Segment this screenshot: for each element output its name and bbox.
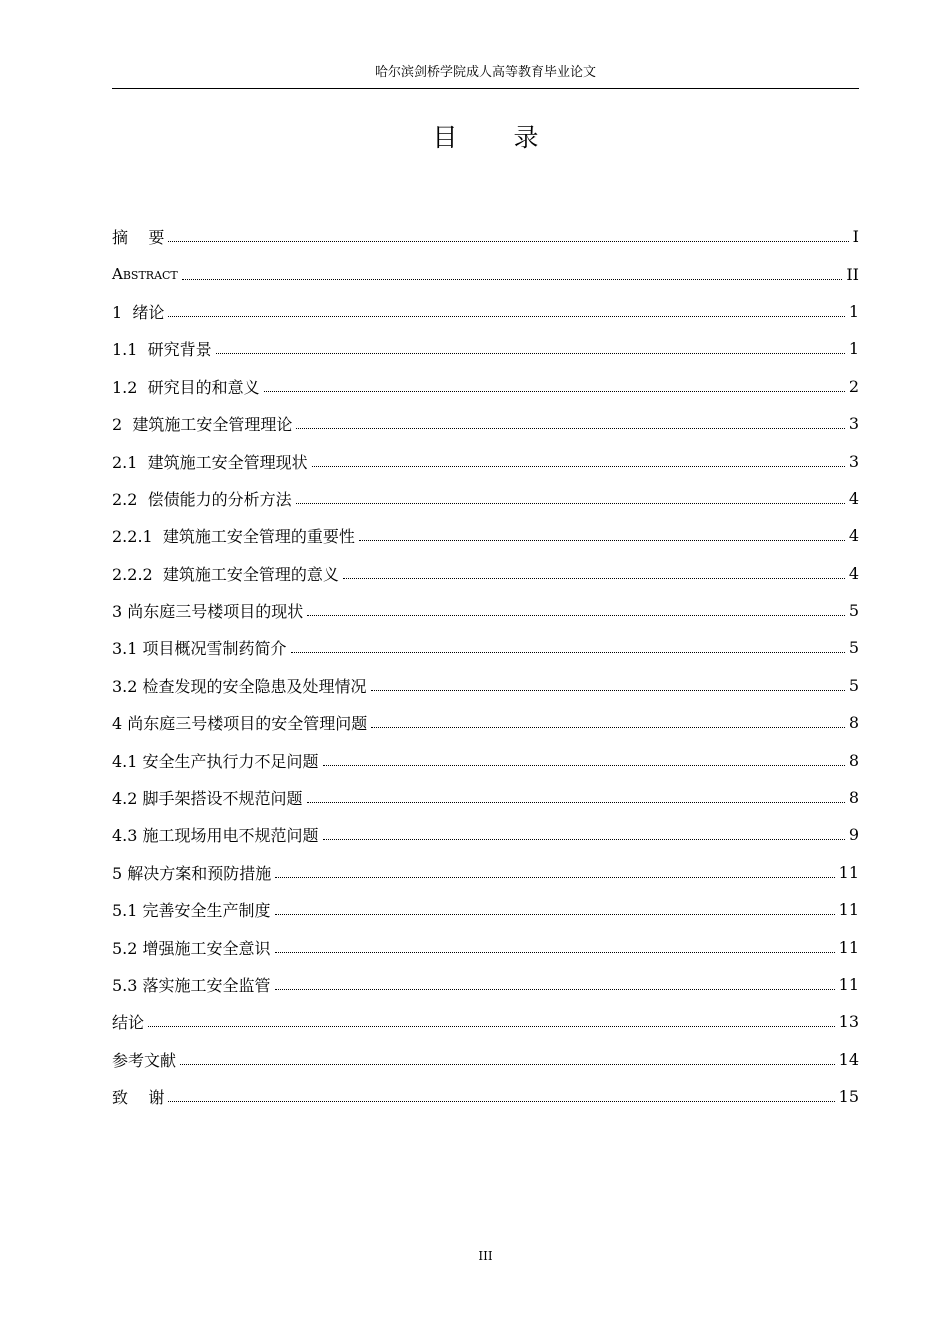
toc-entry-label: 3.1 项目概况雪制药简介: [112, 639, 287, 659]
dot-leader: [371, 711, 845, 728]
toc-entry-label: 2.1 建筑施工安全管理现状: [112, 452, 308, 472]
toc-entry-label: 5.3 落实施工安全监管: [112, 976, 271, 995]
toc-entry-ch2[interactable]: [112, 405, 859, 442]
toc-entry-2-2-2[interactable]: [112, 555, 859, 592]
toc-entry-label: 5.1 完善安全生产制度: [112, 901, 271, 921]
toc-entry-label: 5 解决方案和预防措施: [112, 863, 272, 883]
toc-entry-page: 11: [838, 900, 859, 920]
toc-entry-label: 摘 要: [112, 228, 165, 248]
dot-leader: [343, 562, 845, 579]
toc-entry-label: 4.2 脚手架搭设不规范问题: [112, 789, 303, 809]
toc-entry-page: 5: [848, 638, 859, 658]
toc-entry-ch4[interactable]: [112, 704, 859, 741]
toc-entry-2-2-1[interactable]: [112, 517, 859, 554]
dot-leader: [312, 450, 845, 467]
toc-entry-5-3[interactable]: [112, 966, 859, 1003]
toc-entry-2-1[interactable]: [112, 442, 859, 479]
dot-leader: [371, 674, 845, 691]
toc-entry-page: 8: [848, 750, 859, 770]
dot-leader: [275, 861, 834, 878]
toc-entry-4-2[interactable]: [112, 779, 859, 816]
toc-entry-page: 14: [838, 1049, 859, 1069]
dot-leader: [296, 412, 844, 429]
toc-entry-label: 4 尚东庭三号楼项目的安全管理问题: [112, 714, 368, 734]
table-of-contents: [112, 218, 859, 1115]
toc-entry-3-2[interactable]: [112, 667, 859, 704]
toc-entry-page: 5: [848, 601, 859, 621]
toc-entry-label: 2 建筑施工安全管理理论: [112, 415, 293, 435]
toc-entry-page: 4: [848, 488, 859, 508]
toc-entry-label: 5.2 增强施工安全意识: [112, 938, 271, 958]
header-rule: [112, 88, 859, 89]
toc-entry-page: 15: [838, 1087, 859, 1107]
toc-entry-conclusion[interactable]: [112, 1003, 859, 1040]
running-header: 哈尔滨剑桥学院成人高等教育毕业论文: [374, 65, 596, 80]
dot-leader: [216, 337, 845, 354]
toc-entry-ch5[interactable]: [112, 854, 859, 891]
toc-entry-page: 2: [848, 376, 859, 396]
toc-entry-references[interactable]: [112, 1041, 859, 1078]
toc-entry-abstract-en[interactable]: [112, 255, 859, 292]
toc-entry-page: 1: [848, 301, 859, 321]
dot-leader: [275, 936, 835, 953]
dot-leader: [180, 1048, 835, 1065]
toc-entry-5-2[interactable]: [112, 928, 859, 965]
dot-leader: [359, 524, 845, 541]
toc-entry-label: 2.2.1 建筑施工安全管理的重要性: [112, 527, 355, 547]
toc-entry-acknowledgements[interactable]: [112, 1078, 859, 1115]
toc-entry-label: 1 绪论: [112, 302, 165, 322]
toc-entry-page: I: [852, 227, 859, 247]
toc-entry-label: Abstract: [112, 265, 178, 284]
toc-entry-3-1[interactable]: [112, 629, 859, 666]
dot-leader: [307, 599, 845, 616]
toc-entry-page: 8: [848, 788, 859, 808]
toc-entry-page: 5: [848, 675, 859, 695]
toc-entry-label: 致 谢: [112, 1088, 165, 1108]
toc-entry-page: 8: [848, 713, 859, 733]
toc-entry-1-1[interactable]: [112, 330, 859, 367]
toc-entry-label: 1.1 研究背景: [112, 340, 212, 360]
dot-leader: [307, 786, 845, 803]
toc-entry-label: 结论: [112, 1013, 145, 1033]
toc-entry-4-1[interactable]: [112, 741, 859, 778]
dot-leader: [323, 749, 845, 766]
toc-entry-page: 11: [838, 937, 859, 957]
dot-leader: [264, 375, 845, 392]
toc-entry-abstract-cn[interactable]: [112, 218, 859, 255]
page-number: III: [478, 1249, 493, 1263]
toc-entry-label: 2.2 偿债能力的分析方法: [112, 489, 292, 509]
toc-entry-page: 1: [848, 339, 859, 359]
toc-title: 目 录: [432, 123, 563, 152]
toc-entry-1-2[interactable]: [112, 368, 859, 405]
toc-entry-page: 13: [838, 1012, 859, 1032]
toc-entry-label: 参考文献: [112, 1050, 177, 1070]
toc-entry-label: 3.2 检查发现的安全隐患及处理情况: [112, 676, 367, 696]
toc-entry-page: 9: [848, 825, 859, 845]
toc-entry-page: 4: [848, 526, 859, 546]
toc-entry-label: 3 尚东庭三号楼项目的现状: [112, 602, 304, 622]
dot-leader: [291, 636, 845, 653]
toc-entry-page: 4: [848, 563, 859, 583]
toc-entry-page: 3: [848, 414, 859, 434]
toc-entry-page: II: [846, 264, 859, 284]
toc-entry-2-2[interactable]: [112, 480, 859, 517]
toc-entry-label: 1.2 研究目的和意义: [112, 377, 260, 397]
dot-leader: [168, 300, 844, 317]
toc-entry-page: 11: [838, 862, 859, 882]
toc-entry-ch3[interactable]: [112, 592, 859, 629]
toc-entry-4-3[interactable]: [112, 816, 859, 853]
dot-leader: [323, 823, 845, 840]
toc-entry-label: 4.1 安全生产执行力不足问题: [112, 751, 319, 771]
dot-leader: [182, 263, 843, 280]
dot-leader: [275, 973, 835, 990]
toc-entry-ch1[interactable]: [112, 293, 859, 330]
dot-leader: [296, 487, 845, 504]
toc-entry-5-1[interactable]: [112, 891, 859, 928]
toc-entry-page: 11: [838, 975, 859, 994]
toc-entry-label: 2.2.2 建筑施工安全管理的意义: [112, 564, 339, 584]
dot-leader: [168, 225, 848, 242]
dot-leader: [148, 1010, 835, 1027]
toc-entry-label: 4.3 施工现场用电不规范问题: [112, 826, 319, 846]
dot-leader: [275, 898, 835, 915]
dot-leader: [168, 1085, 834, 1102]
toc-entry-page: 3: [848, 451, 859, 471]
